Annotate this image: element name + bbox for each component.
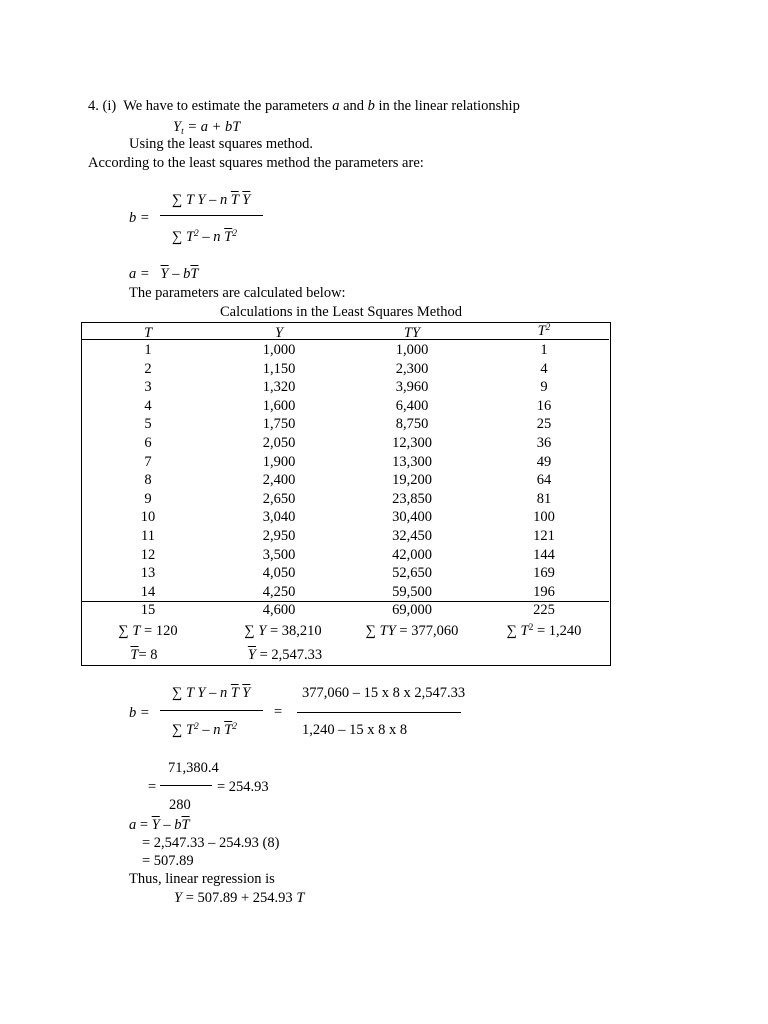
sum-ty: ∑ TY = 377,060	[365, 623, 459, 639]
final-equation: Y = 507.89 + 254.93 T	[174, 890, 305, 906]
cell-y: 1,000	[262, 342, 296, 358]
cell-y: 2,950	[262, 528, 296, 544]
cell-t2: 49	[536, 453, 552, 470]
cell-t2: 16	[536, 397, 552, 414]
calc-b-num-value: 377,060 – 15 x 8 x 2,547.33	[302, 685, 466, 701]
cell-y: 2,050	[262, 435, 296, 451]
cell-ty: 19,200	[392, 472, 432, 489]
cell-y: 3,500	[262, 546, 296, 563]
cell-t2: 4	[540, 360, 548, 377]
cell-t: 14	[140, 583, 156, 600]
cell-t2: 9	[540, 379, 548, 396]
cell-ty: 69,000	[392, 602, 432, 619]
cell-t: 15	[140, 602, 156, 619]
sum-t: ∑ T = 120	[118, 623, 178, 639]
cell-ty: 2,300	[395, 360, 429, 377]
cell-t: 10	[140, 509, 156, 526]
cell-t2: 81	[536, 490, 552, 507]
sum-rule	[82, 601, 609, 602]
sum-t2: ∑ $T^2 = 1,240$	[506, 623, 582, 639]
calc-intro: The parameters are calculated below:	[129, 285, 346, 301]
cell-t: 12	[140, 546, 156, 563]
calc-b2-numerator: 71,380.4	[168, 760, 219, 776]
cell-t2: 100	[533, 509, 555, 526]
cell-y: 1,750	[262, 416, 296, 433]
calc-b-equals: =	[274, 704, 283, 720]
calc-b-denominator: ∑ $T^2$ – n $\overline{T}^2$	[172, 722, 237, 738]
formula-b-denominator: ∑ $T^2$ – n $\overline{T}^2$	[172, 229, 237, 245]
table-title: Calculations in the Least Squares Method	[220, 304, 463, 320]
according-line: According to the least squares method the parameters are:	[88, 155, 424, 171]
cell-y: 1,150	[262, 360, 296, 377]
cell-t: 5	[144, 416, 152, 433]
cell-ty: 42,000	[392, 546, 432, 563]
linear-relationship: $Y_t = a$ + bT	[173, 119, 241, 137]
calc-b2-denominator: 280	[169, 797, 191, 813]
cell-y: 4,250	[262, 583, 296, 600]
header-t: T	[143, 325, 153, 341]
cell-t: 8	[144, 472, 152, 489]
conclusion: Thus, linear regression is	[129, 871, 275, 887]
cell-t2: 64	[536, 472, 552, 489]
cell-y: 2,400	[262, 472, 296, 489]
cell-t: 13	[140, 565, 156, 582]
cell-y: 2,650	[262, 490, 296, 507]
cell-t2: 36	[536, 435, 552, 451]
cell-t: 2	[144, 360, 152, 377]
cell-y: 4,050	[262, 565, 296, 582]
cell-y: 1,600	[262, 397, 296, 414]
cell-t: 7	[144, 453, 152, 470]
header-rule	[82, 339, 609, 340]
cell-t2: 121	[533, 528, 555, 544]
cell-t2: 169	[533, 565, 555, 582]
cell-ty: 32,450	[392, 528, 432, 544]
cell-ty: 8,750	[395, 416, 429, 433]
cell-t2: 25	[536, 416, 552, 433]
cell-ty: 6,400	[395, 397, 429, 414]
fraction-bar	[160, 710, 263, 711]
cell-ty: 12,300	[392, 435, 432, 451]
cell-ty: 3,960	[395, 379, 429, 396]
fraction-bar	[297, 712, 461, 713]
calc-a-line3: = 507.89	[142, 853, 194, 869]
fraction-bar	[160, 215, 263, 216]
fraction-bar	[160, 785, 212, 786]
least-squares-table	[81, 322, 611, 666]
cell-y: 4,600	[262, 602, 296, 619]
formula-b-lhs: b =	[129, 210, 150, 226]
header-ty: TY	[403, 325, 421, 341]
method-line: Using the least squares method.	[129, 136, 314, 152]
cell-t2: 1	[540, 342, 548, 358]
calc-b2-result: = 254.93	[217, 779, 269, 795]
cell-ty: 23,850	[392, 490, 432, 507]
calc-a-line2: = 2,547.33 – 254.93 (8)	[142, 835, 280, 851]
header-t2: $T^2$	[537, 323, 551, 339]
formula-a: a = $\overline{Y} - b\overline{T}$	[129, 266, 199, 282]
calc-b-den-value: 1,240 – 15 x 8 x 8	[302, 722, 408, 738]
cell-t: 3	[144, 379, 152, 396]
cell-t: 1	[144, 342, 152, 358]
calc-b-lhs: b =	[129, 705, 150, 721]
cell-y: 3,040	[262, 509, 296, 526]
cell-t2: 225	[533, 602, 555, 619]
sum-y: ∑ Y = 38,210	[244, 623, 322, 639]
cell-t: 6	[144, 435, 152, 451]
cell-t2: 196	[533, 583, 555, 600]
cell-ty: 30,400	[392, 509, 432, 526]
cell-t2: 144	[533, 546, 555, 563]
cell-ty: 13,300	[392, 453, 432, 470]
formula-b-numerator: ∑ T Y – n $\overline{T}$ $\overline{Y}$	[172, 192, 251, 208]
calc-b-numerator: ∑ T Y – n $\overline{T}$ $\overline{Y}$	[172, 685, 251, 701]
cell-y: 1,900	[262, 453, 296, 470]
mean-t: $\overline{T}= 8$	[130, 647, 158, 663]
cell-ty: 52,650	[392, 565, 432, 582]
cell-ty: 59,500	[392, 583, 432, 600]
question-intro: 4. (i) We have to estimate the parameters a and b in the linear relationship	[88, 98, 520, 114]
cell-y: 1,320	[262, 379, 296, 396]
mean-y: $\overline{Y} = 2,547.33$	[247, 647, 323, 663]
cell-t: 11	[141, 528, 155, 544]
calc-a-line1: $a = \overline{Y} - b\overline{T}$	[129, 817, 190, 833]
header-y: Y	[274, 325, 284, 341]
cell-t: 9	[144, 490, 152, 507]
cell-ty: 1,000	[395, 342, 429, 358]
cell-t: 4	[144, 397, 152, 414]
calc-b2-equals: =	[148, 779, 157, 795]
